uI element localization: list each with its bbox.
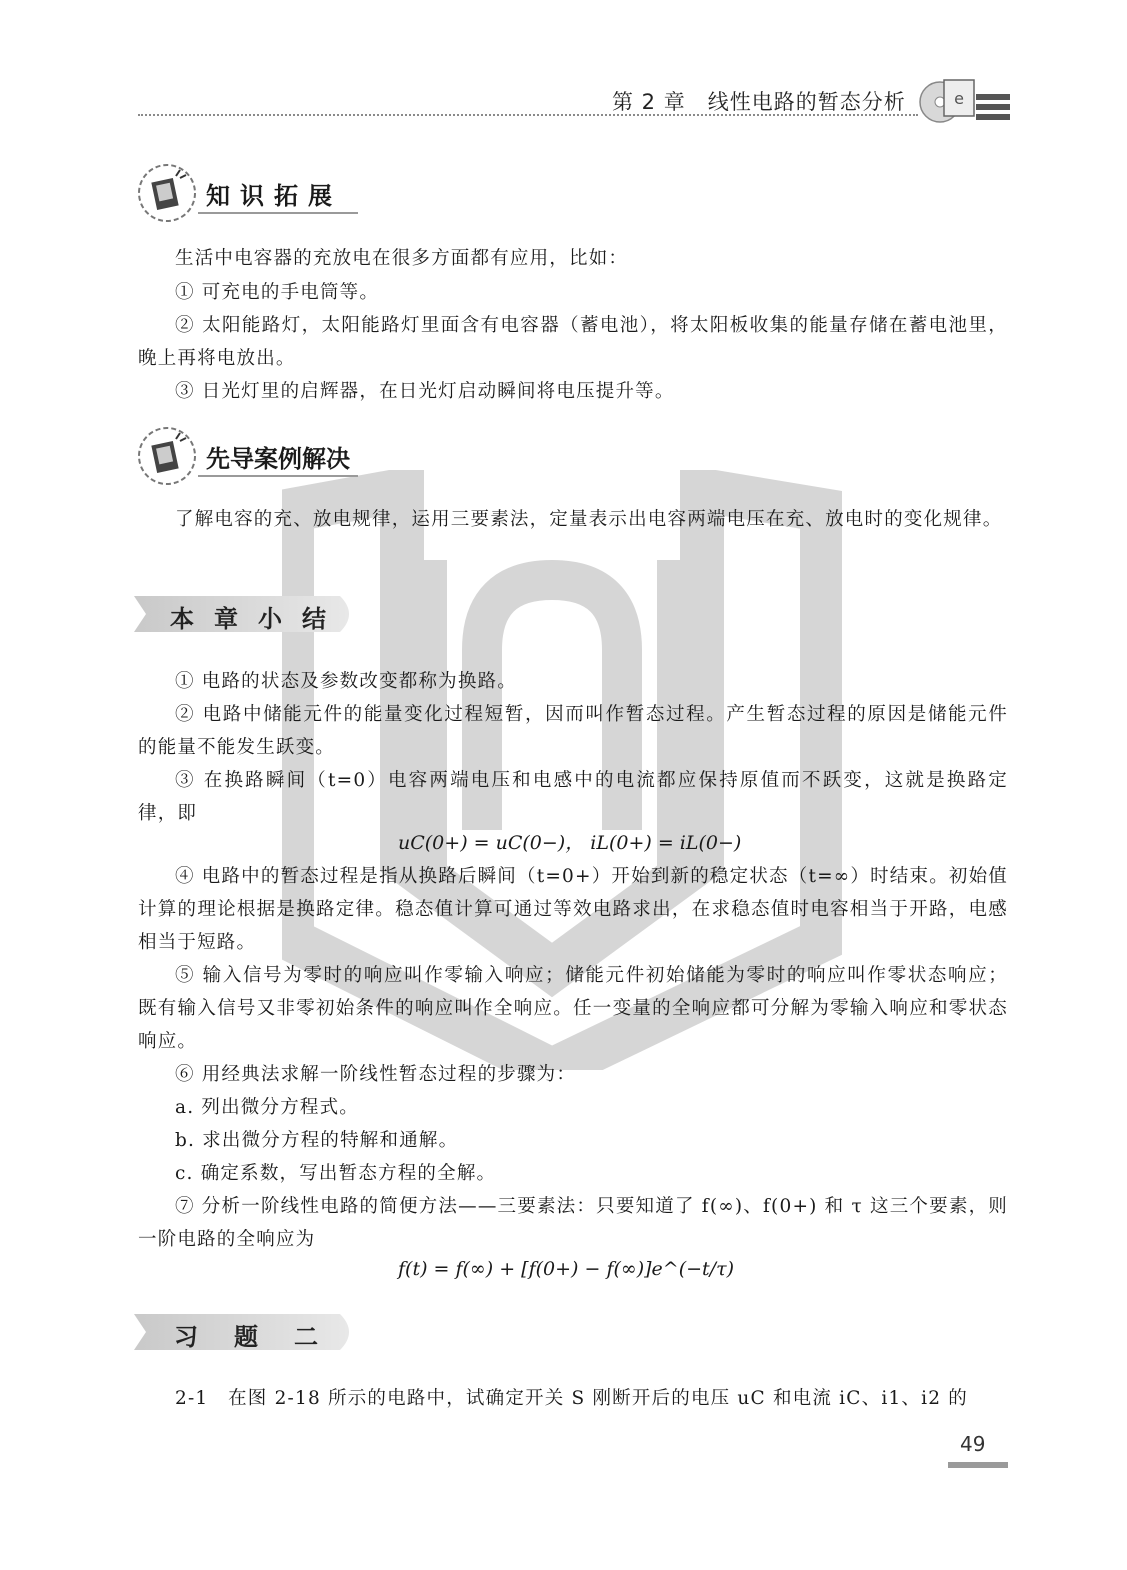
case-text: 了解电容的充、放电规律，运用三要素法，定量表示出电容两端电压在充、放电时的变化规律。	[175, 509, 1003, 530]
summary-point-6: ⑥ 用经典法求解一阶线性暂态过程的步骤为：	[175, 1064, 577, 1085]
laptop-cd-icon	[912, 72, 1012, 132]
chapter-header: 第 2 章 线性电路的暂态分析	[612, 90, 906, 114]
summary-point-7: ⑦ 分析一阶线性电路的简便方法——三要素法：只要知道了 f(∞)、f(0+) 和 τ 这三个要素，则一阶电路的全响应为	[138, 1196, 1008, 1250]
summary-point-2: ② 电路中储能元件的能量变化过程短暂，因而叫作暂态过程。产生暂态过程的原因是储能元件的能量不能发生跃变。	[138, 704, 1008, 758]
knowledge-item-2: ② 太阳能路灯，太阳能路灯里面含有电容器（蓄电池），将太阳板收集的能量存储在蓄电池里，晚上再将电放出。	[138, 315, 1008, 369]
three-element-formula: f(t) = f(∞) + [f(0+) − f(∞)]e^(−t/τ)	[398, 1258, 735, 1280]
summary-point-5: ⑤ 输入信号为零时的响应叫作零输入响应；储能元件初始储能为零时的响应叫作零状态响应；既有输入信号又非零初始条件的响应叫作全响应。任一变量的全响应都可分解为零输入响应和零状态响应。	[138, 965, 1008, 1052]
summary-point-4: ④ 电路中的暂态过程是指从换路后瞬间（t=0+）开始到新的稳定状态（t=∞）时结束。初始值计算的理论根据是换路定律。稳态值计算可通过等效电路求出，在求稳态值时电容相当于开路，电感相当于短路。	[138, 866, 1008, 953]
exercise-2-1: 2-1 在图 2-18 所示的电路中，试确定开关 S 刚断开后的电压 uC 和电流 iC、i1、i2 的	[175, 1388, 968, 1409]
page-number: 49	[960, 1432, 986, 1456]
step-c: c. 确定系数，写出暂态方程的全解。	[175, 1163, 497, 1184]
knowledge-item-1: ① 可充电的手电筒等。	[175, 282, 380, 303]
heading-underline	[198, 212, 358, 214]
summary-heading: 本章小结	[170, 605, 346, 633]
heading-underline	[198, 475, 358, 477]
exercise-heading: 习题二	[174, 1323, 354, 1351]
switching-law-formula: uC(0+) = uC(0−)， iL(0+) = iL(0−)	[398, 832, 742, 854]
header-divider	[138, 114, 918, 116]
exercise-ribbon	[134, 1310, 360, 1354]
knowledge-intro: 生活中电容器的充放电在很多方面都有应用，比如：	[175, 248, 629, 269]
summary-point-3: ③ 在换路瞬间（t=0）电容两端电压和电感中的电流都应保持原值而不跃变，这就是换路定律，即	[138, 770, 1008, 824]
footer-bar	[948, 1462, 1008, 1468]
svg-text:e: e	[954, 89, 964, 108]
case-heading: 先导案例解决	[206, 445, 350, 473]
step-b: b. 求出微分方程的特解和通解。	[175, 1130, 459, 1151]
chapter-summary-ribbon	[134, 592, 360, 636]
knowledge-item-3: ③ 日光灯里的启辉器，在日光灯启动瞬间将电压提升等。	[175, 381, 675, 402]
knowledge-heading: 知识拓展	[206, 182, 342, 210]
summary-point-1: ① 电路的状态及参数改变都称为换路。	[175, 671, 517, 692]
step-a: a. 列出微分方程式。	[175, 1097, 359, 1118]
books-badge-icon	[136, 425, 198, 487]
books-badge-icon	[136, 162, 198, 224]
